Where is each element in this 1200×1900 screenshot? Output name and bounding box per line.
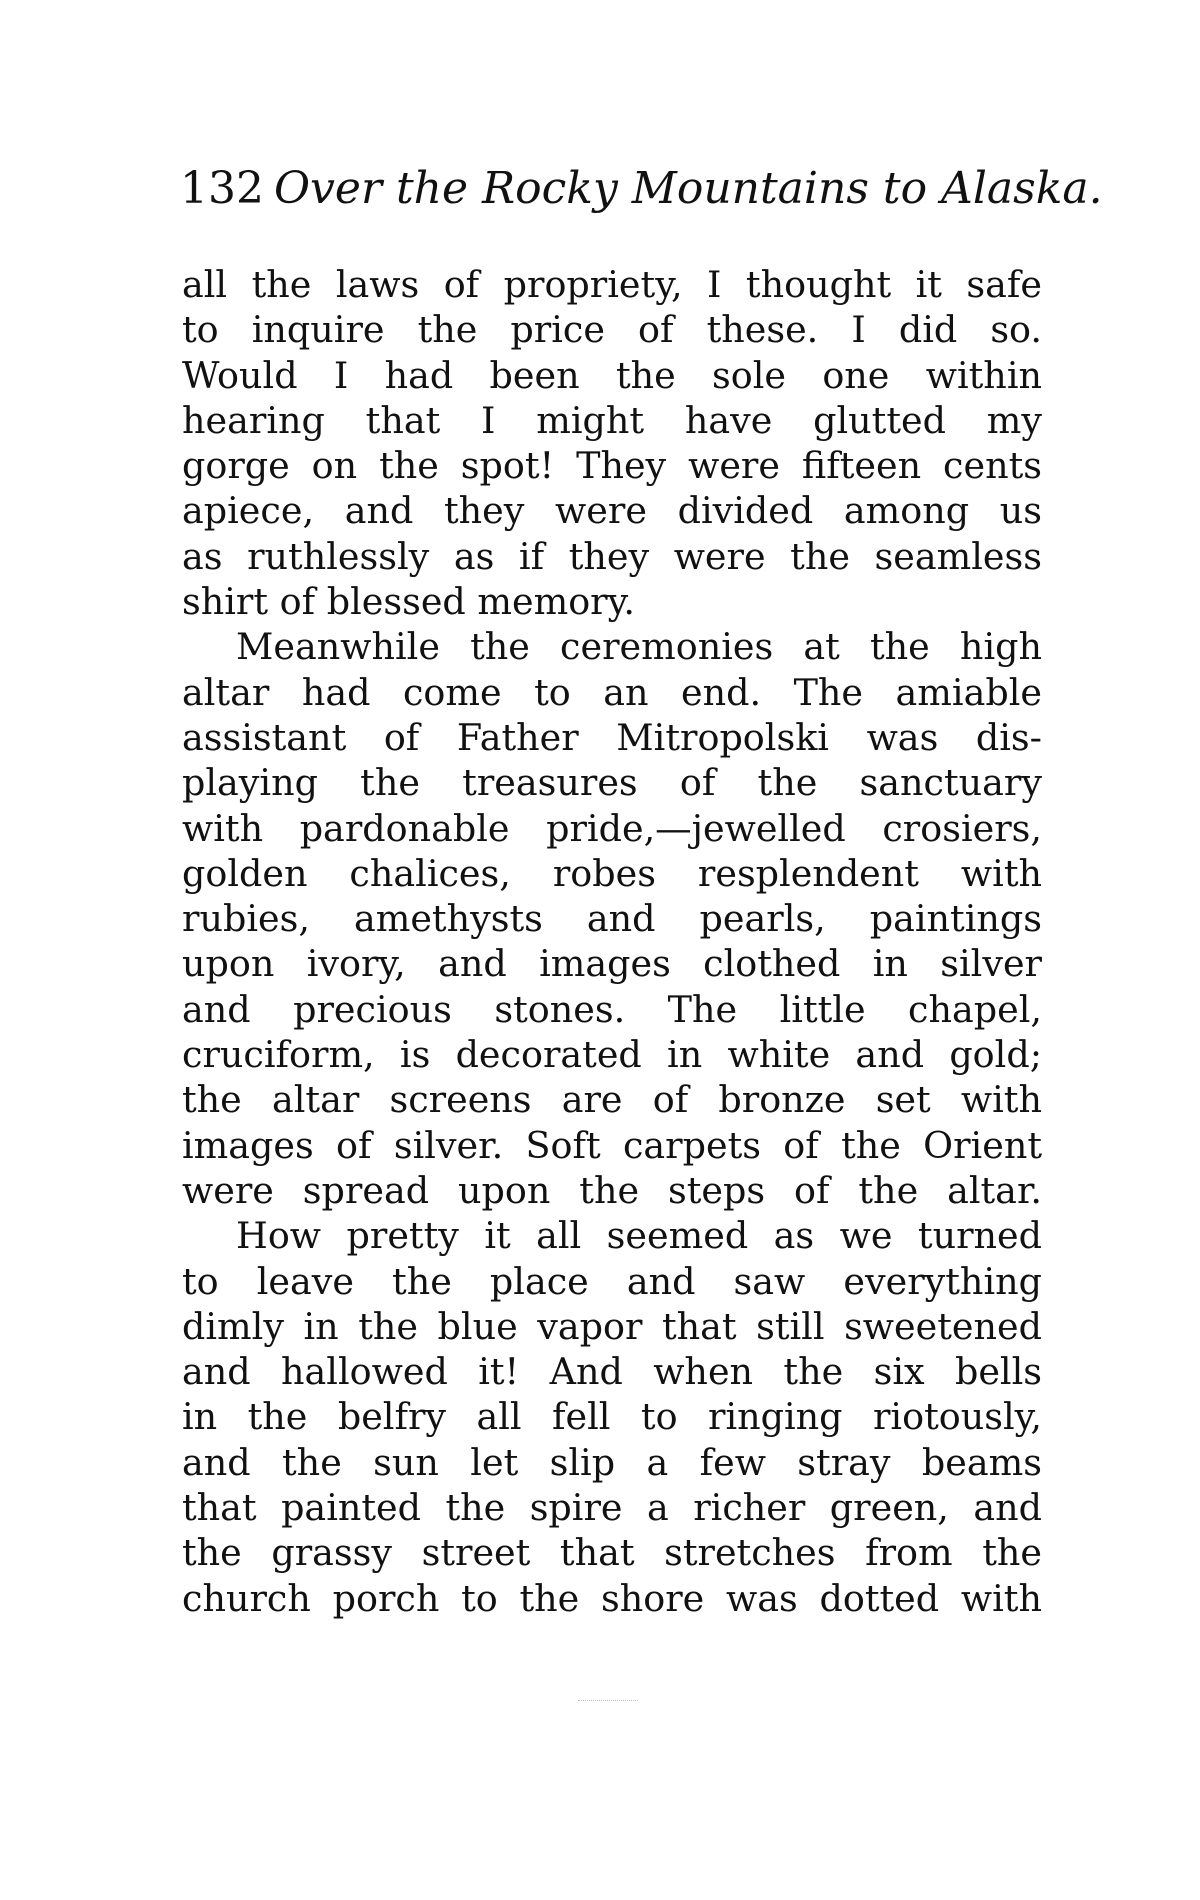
text-line: to leave the place and saw everything	[182, 1259, 1042, 1303]
text-line: How pretty it all seemed as we turned	[236, 1214, 1042, 1258]
text-line: altar had come to an end. The amiable	[182, 670, 1042, 714]
text-line: all the laws of propriety, I thought it safe	[182, 263, 1042, 306]
text-line: rubies, amethysts and pearls, paintings	[182, 897, 1042, 941]
text-line: church porch to the shore was dotted with	[182, 1576, 1042, 1620]
text-line: images of silver. Soft carpets of the Orient	[182, 1123, 1042, 1167]
text-line: and the sun let slip a few stray beams	[182, 1440, 1042, 1484]
text-line: that painted the spire a richer green, and	[182, 1486, 1042, 1530]
text-line: playing the treasures of the sanctuary	[182, 761, 1042, 805]
running-header	[180, 158, 1103, 220]
text-line: Would I had been the sole one within	[182, 353, 1042, 397]
text-line: to inquire the price of these. I did so.	[182, 308, 1042, 352]
text-line: Meanwhile the ceremonies at the high	[236, 625, 1042, 669]
text-line: and precious stones. The little chapel,	[182, 987, 1042, 1031]
text-line: golden chalices, robes resplendent with	[182, 851, 1042, 895]
text-line: as ruthlessly as if they were the seamless	[182, 534, 1042, 578]
text-line: in the belfry all fell to ringing riotously,	[182, 1395, 1042, 1439]
text-line: with pardonable pride,—jewelled crosiers,	[182, 806, 1042, 850]
page-number: 132	[180, 163, 264, 214]
text-line: the grassy street that stretches from the	[182, 1531, 1042, 1575]
running-title: Over the Rocky Mountains to Alaska.	[273, 163, 1103, 214]
text-line: cruciform, is decorated in white and gold;	[182, 1033, 1042, 1077]
text-line: assistant of Father Mitropolski was dis-	[182, 715, 1042, 759]
text-line: shirt of blessed memory.	[182, 580, 636, 624]
text-line: were spread upon the steps of the altar.	[182, 1168, 1042, 1212]
text-line: apiece, and they were divided among us	[182, 489, 1042, 533]
text-line: gorge on the spot! They were fifteen cents	[182, 444, 1042, 488]
text-line: the altar screens are of bronze set with	[182, 1078, 1042, 1122]
text-line: dimly in the blue vapor that still sweetened	[182, 1304, 1042, 1348]
text-line: upon ivory, and images clothed in silver	[182, 942, 1042, 986]
text-line: hearing that I might have glutted my	[182, 398, 1042, 442]
text-line: and hallowed it! And when the six bells	[182, 1350, 1042, 1394]
printer-mark	[578, 1700, 638, 1705]
body-text	[182, 262, 1042, 1621]
